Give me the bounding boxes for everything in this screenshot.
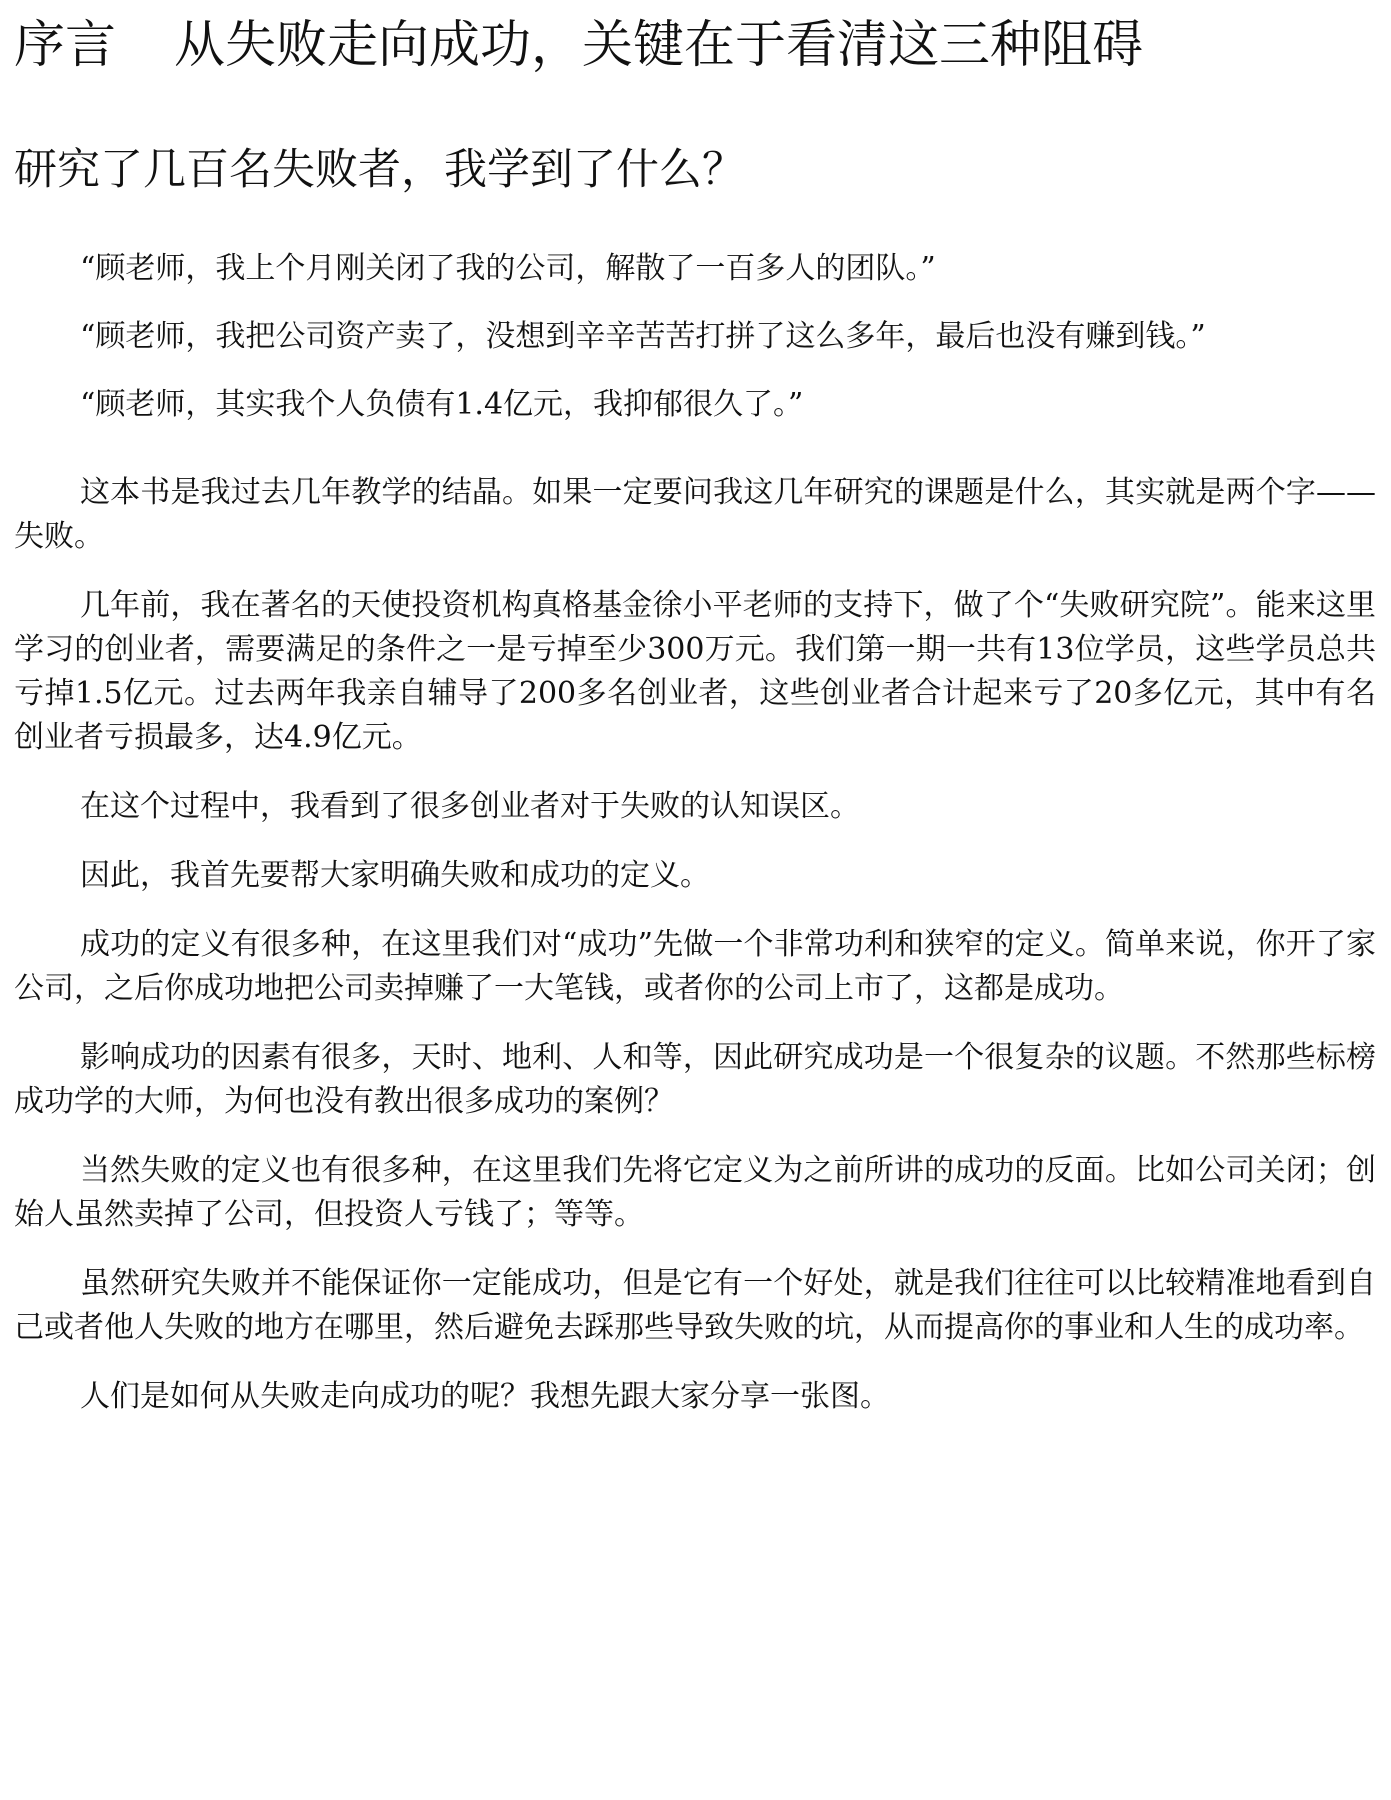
- paragraph: 这本书是我过去几年教学的结晶。如果一定要问我这几年研究的课题是什么，其实就是两个字——失败。: [14, 475, 1376, 554]
- document-page: [14, 0, 1376, 1444]
- paragraph: 因此，我首先要帮大家明确失败和成功的定义。: [80, 858, 710, 893]
- quote-list: [14, 246, 1376, 427]
- quote: “顾老师，我把公司资产卖了，没想到辛辛苦苦打拼了这么多年，最后也没有赚到钱。”: [80, 319, 1206, 354]
- paragraph: 几年前，我在著名的天使投资机构真格基金徐小平老师的支持下，做了个“失败研究院”。能来这里学习的创业者，需要满足的条件之一是亏掉至少300万元。我们第一期一共有13位学员，这些学员总共亏掉1.5亿元。过去两年我亲自辅导了200多名创业者，这些创业者合计起来亏了20多亿元，其中有名创业者亏损最多，达4.9亿元。: [14, 588, 1376, 755]
- section-title: 研究了几百名失败者，我学到了什么？: [14, 145, 745, 195]
- body-text: [14, 471, 1376, 1419]
- paragraph: 人们是如何从失败走向成功的呢？我想先跟大家分享一张图。: [80, 1379, 890, 1414]
- paragraph: 成功的定义有很多种，在这里我们对“成功”先做一个非常功利和狭窄的定义。简单来说，你开了家公司，之后你成功地把公司卖掉赚了一大笔钱，或者你的公司上市了，这都是成功。: [14, 927, 1376, 1006]
- paragraph: 在这个过程中，我看到了很多创业者对于失败的认知误区。: [80, 789, 860, 824]
- quote: “顾老师，我上个月刚关闭了我的公司，解散了一百多人的团队。”: [80, 251, 936, 286]
- quote: “顾老师，其实我个人负债有1.4亿元，我抑郁很久了。”: [80, 387, 804, 422]
- chapter-title-text: 从失败走向成功，关键在于看清这三种阻碍: [174, 16, 1144, 75]
- paragraph: 影响成功的因素有很多，天时、地利、人和等，因此研究成功是一个很复杂的议题。不然那些标榜成功学的大师，为何也没有教出很多成功的案例？: [14, 1040, 1376, 1119]
- paragraph: 虽然研究失败并不能保证你一定能成功，但是它有一个好处，就是我们往往可以比较精准地看到自己或者他人失败的地方在哪里，然后避免去踩那些导致失败的坑，从而提高你的事业和人生的成功率。: [14, 1266, 1376, 1345]
- paragraph: 当然失败的定义也有很多种，在这里我们先将它定义为之前所讲的成功的反面。比如公司关闭；创始人虽然卖掉了公司，但投资人亏钱了；等等。: [14, 1153, 1376, 1232]
- chapter-title: [14, 0, 1376, 78]
- chapter-label: 序言: [14, 16, 117, 75]
